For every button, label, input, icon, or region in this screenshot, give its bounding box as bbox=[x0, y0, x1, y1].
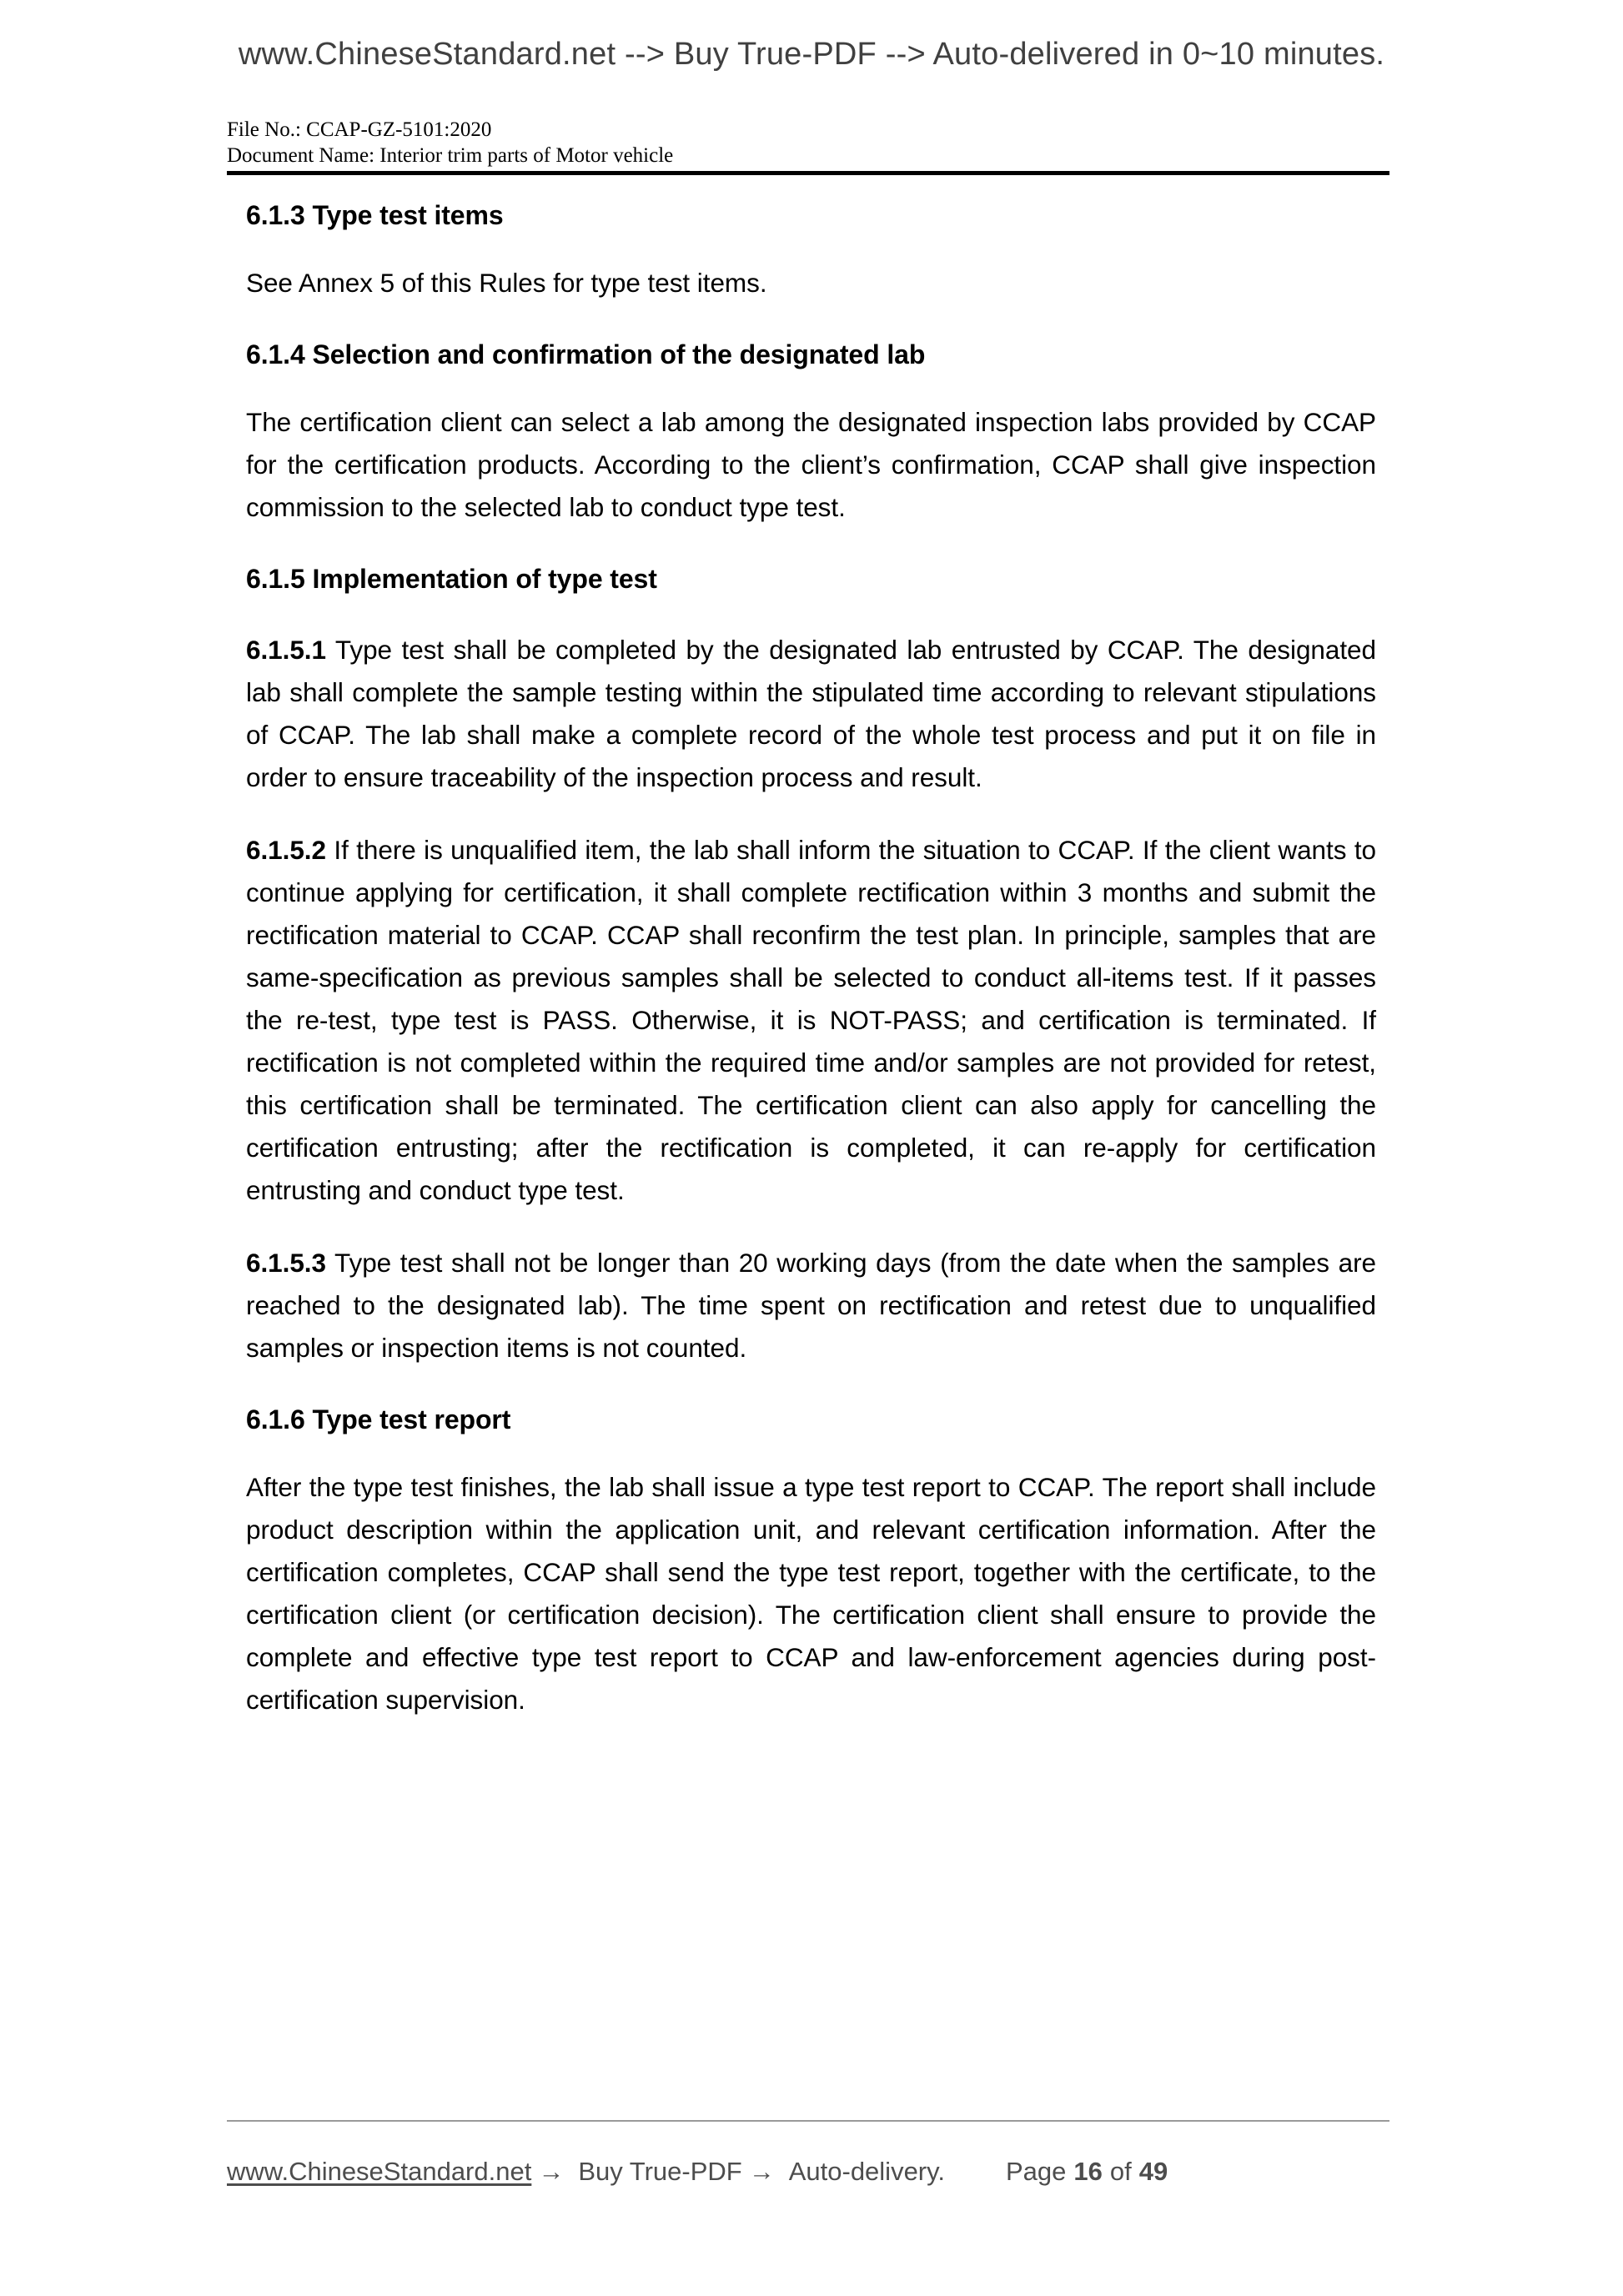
clause-number: 6.1.5.3 bbox=[246, 1248, 326, 1278]
clause-text: Type test shall be completed by the designated lab entrusted by CCAP. The designated lab shall complete the sample testing within the stipulated time according to relevant stipulations of CCAP. The lab shall make a complete record of the whole test process and put it on file in order to ensure traceability of the inspection process and result. bbox=[246, 635, 1376, 792]
heading-6-1-4: 6.1.4 Selection and confirmation of the designated lab bbox=[246, 339, 926, 369]
page-number: 16 bbox=[1073, 2157, 1103, 2186]
clause-number: 6.1.5.2 bbox=[246, 835, 326, 865]
paragraph-6-1-6: After the type test finishes, the lab shall issue a type test report to CCAP. The report shall include product description within the application unit, and relevant certification information. After the certification completes, CCAP shall send the type test report, together with the certificate, to the certification client (or certification decision). The certification client shall ensure to provide the complete and effective type test report to CCAP and law-enforcement agencies during post-certification supervision. bbox=[246, 1472, 1376, 1715]
heading-6-1-3: 6.1.3 Type test items bbox=[246, 200, 504, 230]
arrow-right-icon: → bbox=[538, 2157, 565, 2186]
page-indicator bbox=[1006, 2157, 1168, 2187]
promo-banner: www.ChineseStandard.net --> Buy True-PDF --> Auto-delivered in 0~10 minutes. bbox=[238, 37, 1385, 72]
document-body bbox=[246, 198, 1376, 1721]
spacer bbox=[246, 1369, 1376, 1403]
of-word: of bbox=[1109, 2157, 1132, 2186]
clause-number: 6.1.5.1 bbox=[246, 635, 326, 665]
page-word: Page bbox=[1005, 2157, 1067, 2186]
document-name-line: Document Name: Interior trim parts of Motor vehicle bbox=[227, 144, 674, 167]
spacer bbox=[246, 595, 1376, 629]
footer-buy-label: Buy True-PDF bbox=[578, 2157, 742, 2186]
paragraph-6-1-3: See Annex 5 of this Rules for type test items. bbox=[246, 268, 767, 298]
spacer bbox=[246, 799, 1376, 829]
header-divider bbox=[227, 171, 1389, 175]
footer-divider bbox=[227, 2120, 1389, 2122]
clause-6-1-5-3 bbox=[246, 1242, 1376, 1369]
spacer bbox=[246, 232, 1376, 262]
spacer bbox=[246, 529, 1376, 562]
clause-text: Type test shall not be longer than 20 working days (from the date when the samples are reached to the designated lab). The time spent on rectification and retest due to unqualified samples or inspection items is not counted. bbox=[246, 1248, 1376, 1363]
arrow-right-icon: → bbox=[748, 2157, 775, 2186]
file-number-line: File No.: CCAP-GZ-5101:2020 bbox=[227, 118, 492, 141]
clause-6-1-5-1 bbox=[246, 629, 1376, 799]
paragraph-6-1-4: The certification client can select a lab among the designated inspection labs provided by CCAP for the certification products. According to the client’s confirmation, CCAP shall give inspection commission to the selected lab to conduct type test. bbox=[246, 407, 1376, 522]
page-footer bbox=[227, 2150, 1389, 2193]
spacer bbox=[246, 1436, 1376, 1466]
footer-delivery-label: Auto-delivery. bbox=[788, 2157, 945, 2186]
document-header bbox=[227, 117, 1389, 168]
spacer bbox=[246, 371, 1376, 401]
clause-6-1-5-2 bbox=[246, 829, 1376, 1212]
heading-6-1-6: 6.1.6 Type test report bbox=[246, 1404, 511, 1434]
footer-site-link[interactable]: www.ChineseStandard.net bbox=[227, 2157, 532, 2186]
spacer bbox=[246, 304, 1376, 338]
heading-6-1-5: 6.1.5 Implementation of type test bbox=[246, 564, 657, 594]
spacer bbox=[246, 1212, 1376, 1242]
page-total: 49 bbox=[1138, 2157, 1168, 2186]
clause-text: If there is unqualified item, the lab shall inform the situation to CCAP. If the client wants to continue applying for certification, it shall complete rectification within 3 months and submit the rectification material to CCAP. CCAP shall reconfirm the test plan. In principle, samples that are same-specification as previous samples shall be selected to conduct all-items test. If it passes the re-test, type test is PASS. Otherwise, it is NOT-PASS; and certification is terminated. If rectification is not completed within the required time and/or samples are not provided for retest, this certification shall be terminated. The certification client can also apply for cancelling the certification entrusting; after the rectification is completed, it can re-apply for certification entrusting and conduct type test. bbox=[246, 835, 1376, 1205]
